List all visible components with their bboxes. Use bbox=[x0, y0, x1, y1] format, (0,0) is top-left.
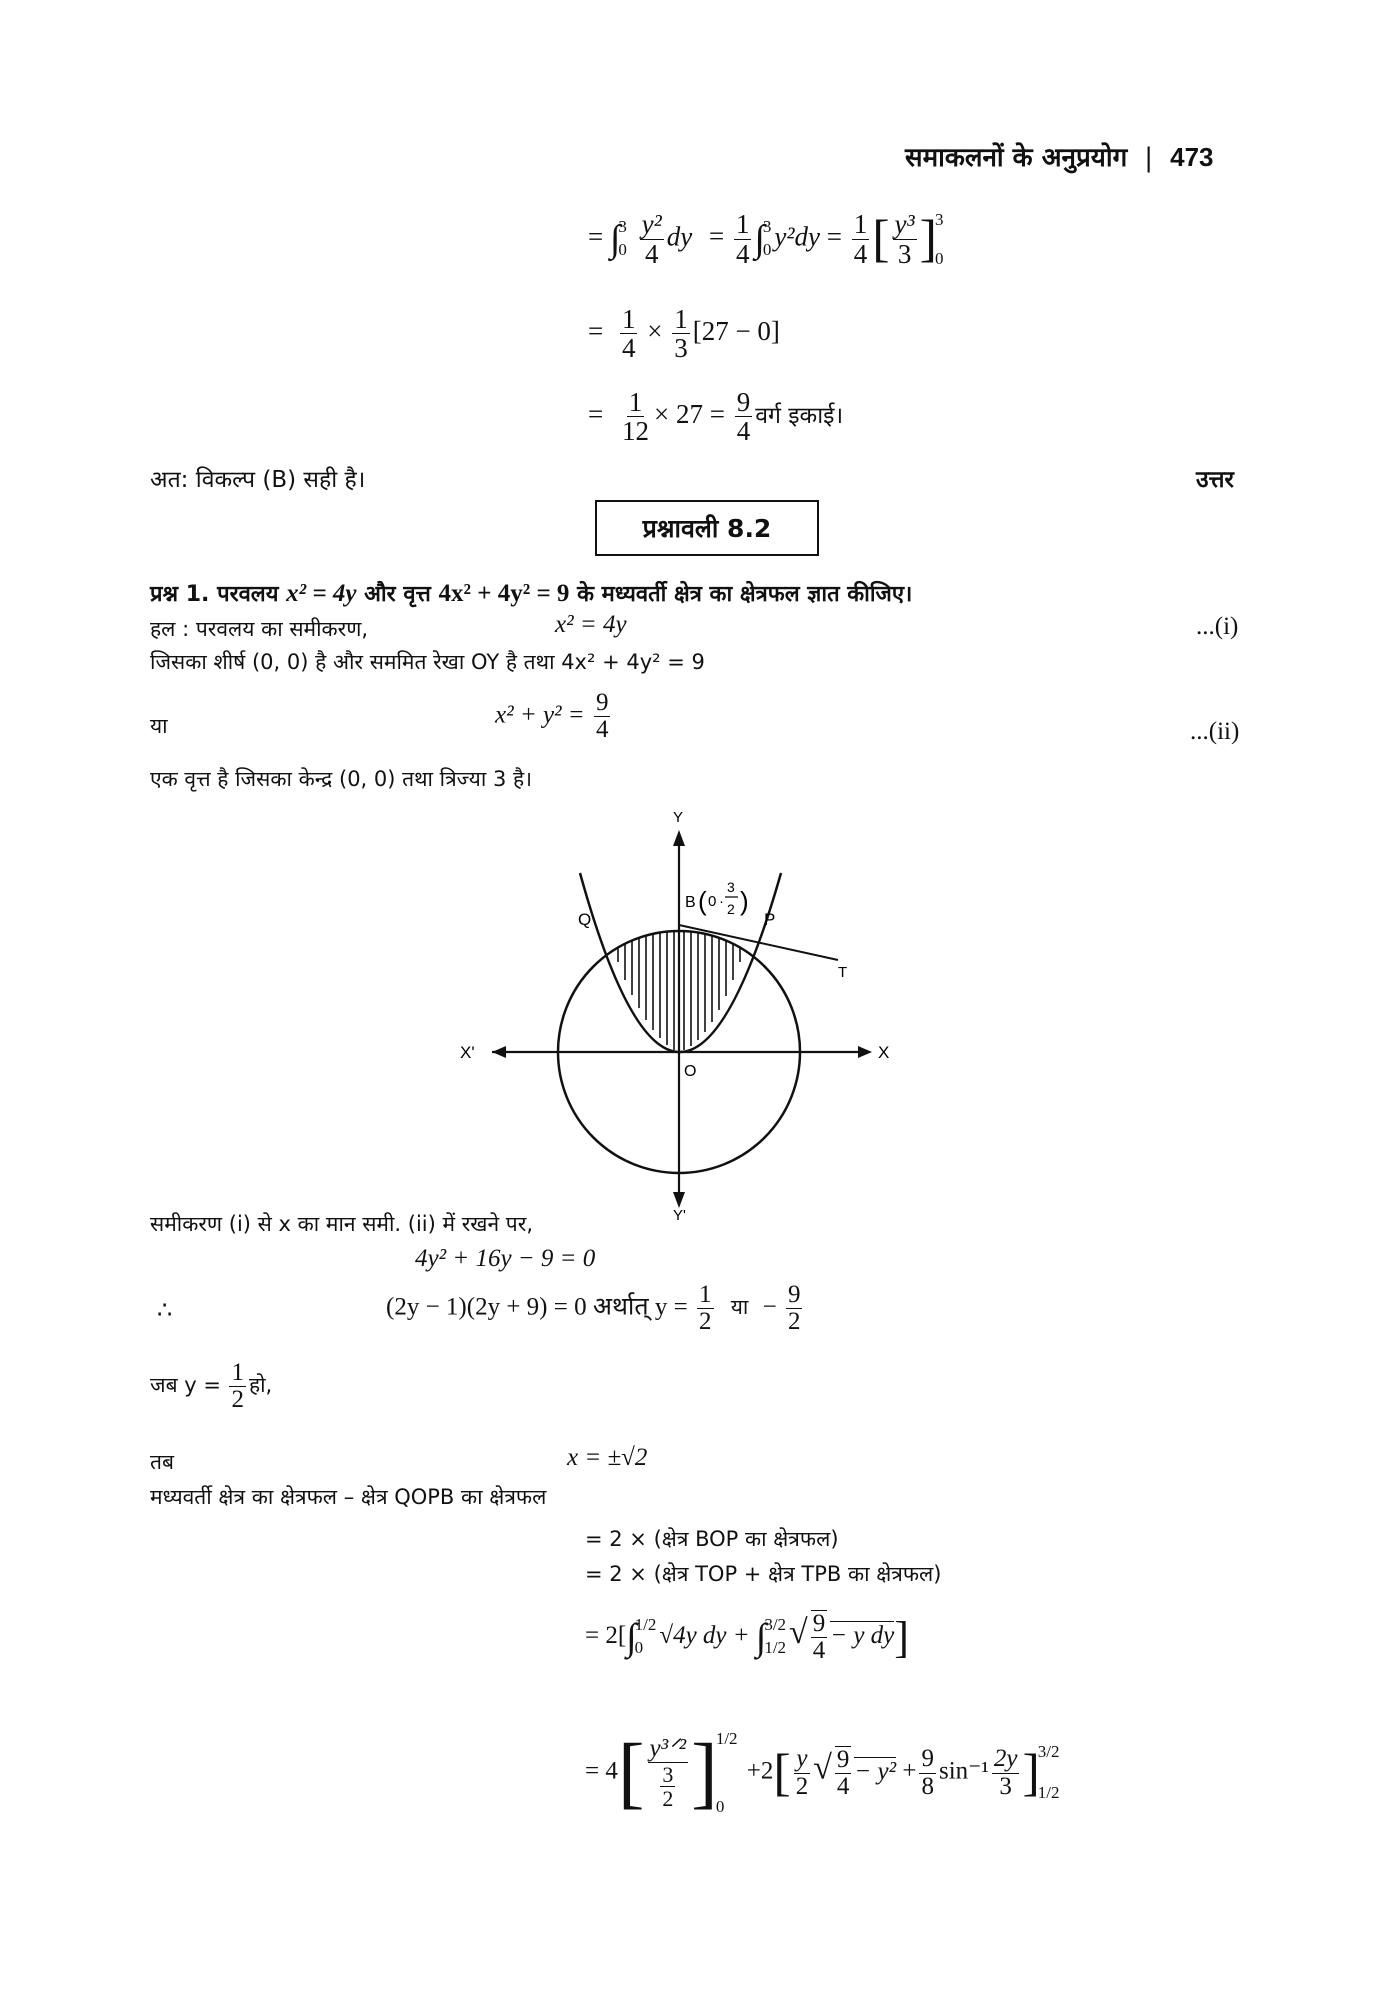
fraction: $\frac{\text{y³ᐟ²}}{\frac{3}{2}}$ bbox=[649, 1734, 687, 1812]
solution-line-3-label: या bbox=[150, 714, 168, 738]
evaluation-limits: 3 0 bbox=[934, 210, 944, 269]
solution-line-11: = 2 × (क्षेत्र BOP का क्षेत्रफल) bbox=[585, 1527, 839, 1551]
fraction: $\frac{9}{4}$ bbox=[595, 689, 609, 744]
svg-text:·: · bbox=[719, 893, 724, 910]
integral-limits: 3 0 bbox=[618, 217, 627, 260]
integrand-1: √4y dy + bbox=[659, 1621, 750, 1649]
label-B-x: 0 bbox=[708, 893, 717, 910]
label-B: B bbox=[685, 894, 696, 911]
bracket-close: ] bbox=[1022, 1744, 1040, 1802]
parabola-circle-figure bbox=[440, 800, 920, 1224]
therefore-symbol: ∴ bbox=[157, 1298, 173, 1324]
fraction: $\frac{9}{4}$ bbox=[812, 1610, 826, 1665]
bracket-close: ] bbox=[919, 210, 937, 268]
factored-text: (2y − 1)(2y + 9) = 0 अर्थात् y = bbox=[386, 1293, 688, 1321]
equation-tag-i: ...(i) bbox=[1196, 613, 1239, 640]
equals-sign: = bbox=[708, 221, 725, 252]
chapter-title: समाकलनों के अनुप्रयोग bbox=[905, 143, 1128, 173]
minus-sign: − bbox=[762, 1293, 777, 1321]
circle-standard-equation bbox=[495, 690, 613, 744]
differential: dy bbox=[666, 221, 693, 252]
bracket-expression: [27 − 0] bbox=[692, 316, 780, 347]
page-number: 473 bbox=[1170, 142, 1214, 172]
integral-sign: ∫ bbox=[609, 218, 621, 261]
parabola-curve bbox=[580, 873, 781, 1052]
or-text: या bbox=[730, 1295, 749, 1320]
equals-sign: = bbox=[588, 221, 604, 252]
fraction: $\frac{\text{y³}}{3}$ bbox=[894, 209, 915, 269]
equals-sign: = bbox=[826, 221, 842, 252]
solution-line-5: समीकरण (i) से x का मान समी. (ii) में रखने पर, bbox=[150, 1212, 534, 1236]
bracket-close: ] bbox=[691, 1728, 718, 1817]
solution-line-10: मध्यवर्ती क्षेत्र का क्षेत्रफल – क्षेत्र QOPB का क्षेत्रफल bbox=[150, 1485, 547, 1509]
product-expression: × 27 = bbox=[653, 399, 725, 430]
conclusion-text: अत: विकल्प (B) सही है। bbox=[150, 467, 366, 493]
bracket-open: [ bbox=[872, 210, 890, 268]
label-B-paren-open: ( bbox=[698, 886, 707, 916]
fraction: $\frac{2y}{3}$ bbox=[993, 1745, 1018, 1800]
evaluation-limits: 3/2 1/2 bbox=[1037, 1742, 1060, 1802]
unit-text: वर्ग इकाई। bbox=[755, 403, 844, 430]
label-Y: Y bbox=[673, 809, 684, 826]
fraction: $\frac{9}{8}$ bbox=[921, 1745, 934, 1800]
when-suffix: हो, bbox=[248, 1372, 273, 1397]
integral-sign: ∫ bbox=[754, 218, 765, 261]
arcsin: sin⁻¹ bbox=[938, 1757, 989, 1785]
integral-expression bbox=[585, 1610, 909, 1665]
sqrt-sign: √ bbox=[789, 1613, 808, 1651]
exercise-title-box bbox=[595, 500, 819, 556]
integral-sign: ∫ bbox=[755, 1616, 767, 1659]
integral-limits: 3 0 bbox=[762, 217, 772, 260]
integrand-2: − y dy bbox=[830, 1621, 895, 1649]
when-text: जब y = bbox=[150, 1372, 221, 1397]
x-value: x = ±√2 bbox=[567, 1444, 648, 1471]
fraction: $\frac{1}{2}$ bbox=[231, 1359, 244, 1414]
exercise-title: प्रश्नावली 8.2 bbox=[642, 514, 772, 543]
fraction: $\frac{9}{4}$ bbox=[836, 1745, 850, 1800]
integral-limits: 3/2 1/2 bbox=[764, 1615, 787, 1658]
question-text: परवलय bbox=[217, 582, 279, 607]
prev-eq-line-1 bbox=[588, 200, 946, 278]
question-1 bbox=[150, 578, 912, 608]
evaluation-limits: 1/2 0 bbox=[715, 1729, 738, 1816]
equation-left: x² + y² = bbox=[495, 701, 585, 729]
line-BT bbox=[679, 925, 838, 960]
x-axis-arrow-right bbox=[858, 1046, 872, 1058]
fraction: $\frac{\text{y²}}{4}$ bbox=[641, 209, 662, 269]
question-text: और वृत्त bbox=[364, 582, 431, 607]
fraction: $\frac{1}{2}$ bbox=[699, 1281, 712, 1336]
running-header bbox=[905, 138, 1214, 174]
fraction: $\frac{1}{4}$ bbox=[853, 209, 868, 269]
then-label: तब bbox=[150, 1450, 174, 1474]
fraction: $\frac{1}{12}$ bbox=[621, 387, 649, 447]
label-O: O bbox=[684, 1063, 697, 1080]
fraction: $\frac{1}{4}$ bbox=[621, 304, 636, 364]
bracket-close: ] bbox=[894, 1612, 909, 1662]
plus-two: +2 bbox=[746, 1757, 774, 1785]
fraction: $\frac{1}{3}$ bbox=[674, 304, 688, 364]
fraction: $\frac{y}{2}$ bbox=[795, 1745, 809, 1800]
y-axis-arrow-down bbox=[673, 1192, 685, 1208]
expression-prefix: = 4 bbox=[585, 1757, 618, 1785]
label-B-num: 3 bbox=[727, 879, 735, 895]
integrand: y²dy bbox=[774, 221, 820, 252]
integral-sign: ∫ bbox=[626, 1616, 637, 1659]
sqrt-rest: − y² bbox=[854, 1757, 897, 1785]
question-text: के मध्यवर्ती क्षेत्र का क्षेत्रफल ज्ञात कीजिए। bbox=[577, 582, 913, 607]
y-axis-arrow-up bbox=[673, 830, 685, 846]
solution-line-4: एक वृत्त है जिसका केन्द्र (0, 0) तथा त्रिज्या 3 है। bbox=[150, 767, 533, 791]
equation-tag-ii: ...(ii) bbox=[1190, 718, 1240, 745]
bracket-open: [ bbox=[617, 1728, 645, 1817]
solution-line-2: जिसका शीर्ष (0, 0) है और सममित रेखा OY है तथा 4x² + 4y² = 9 bbox=[150, 650, 705, 674]
header-separator: | bbox=[1144, 143, 1154, 173]
prev-eq-line-3 bbox=[588, 388, 843, 446]
fraction: $\frac{9}{4}$ bbox=[736, 387, 751, 447]
circle-equation: 4x² + 4y² = 9 bbox=[438, 580, 570, 607]
question-number: प्रश्न 1. bbox=[150, 582, 210, 607]
solution-line-1-label: हल : परवलय का समीकरण, bbox=[150, 617, 369, 641]
equals-sign: = bbox=[588, 316, 604, 347]
solution-line-12: = 2 × (क्षेत्र TOP + क्षेत्र TPB का क्षेत्रफल) bbox=[585, 1562, 942, 1586]
plus-sign: + bbox=[902, 1757, 917, 1785]
label-P: P bbox=[764, 910, 776, 929]
label-Q: Q bbox=[578, 910, 592, 929]
factored-equation bbox=[386, 1282, 805, 1336]
evaluated-expression bbox=[585, 1705, 1063, 1841]
fraction: $\frac{9}{2}$ bbox=[787, 1281, 801, 1336]
label-Y-prime: Y' bbox=[673, 1207, 686, 1224]
prev-eq-line-2 bbox=[588, 305, 780, 363]
equals-sign: = bbox=[588, 399, 604, 430]
expression-prefix: = 2[ bbox=[585, 1621, 627, 1649]
label-T: T bbox=[838, 964, 848, 981]
bracket-open: [ bbox=[773, 1744, 791, 1802]
label-B-paren-close: ) bbox=[740, 886, 749, 916]
quadratic-equation: 4y² + 16y − 9 = 0 bbox=[415, 1245, 596, 1272]
fraction: $\frac{1}{4}$ bbox=[735, 209, 750, 269]
label-X: X bbox=[878, 1043, 890, 1062]
label-B-den: 2 bbox=[727, 901, 735, 917]
integral-limits: 1/2 0 bbox=[634, 1615, 657, 1658]
solution-line-8 bbox=[150, 1360, 272, 1414]
parabola-equation: x² = 4y bbox=[286, 580, 357, 607]
answer-label: उत्तर bbox=[1196, 467, 1234, 493]
sqrt-sign: √ bbox=[813, 1749, 832, 1787]
times-sign: × bbox=[647, 316, 663, 347]
x-axis-arrow-left bbox=[492, 1046, 506, 1058]
label-X-prime: X' bbox=[460, 1043, 475, 1062]
solution-line-1-equation: x² = 4y bbox=[555, 611, 627, 638]
